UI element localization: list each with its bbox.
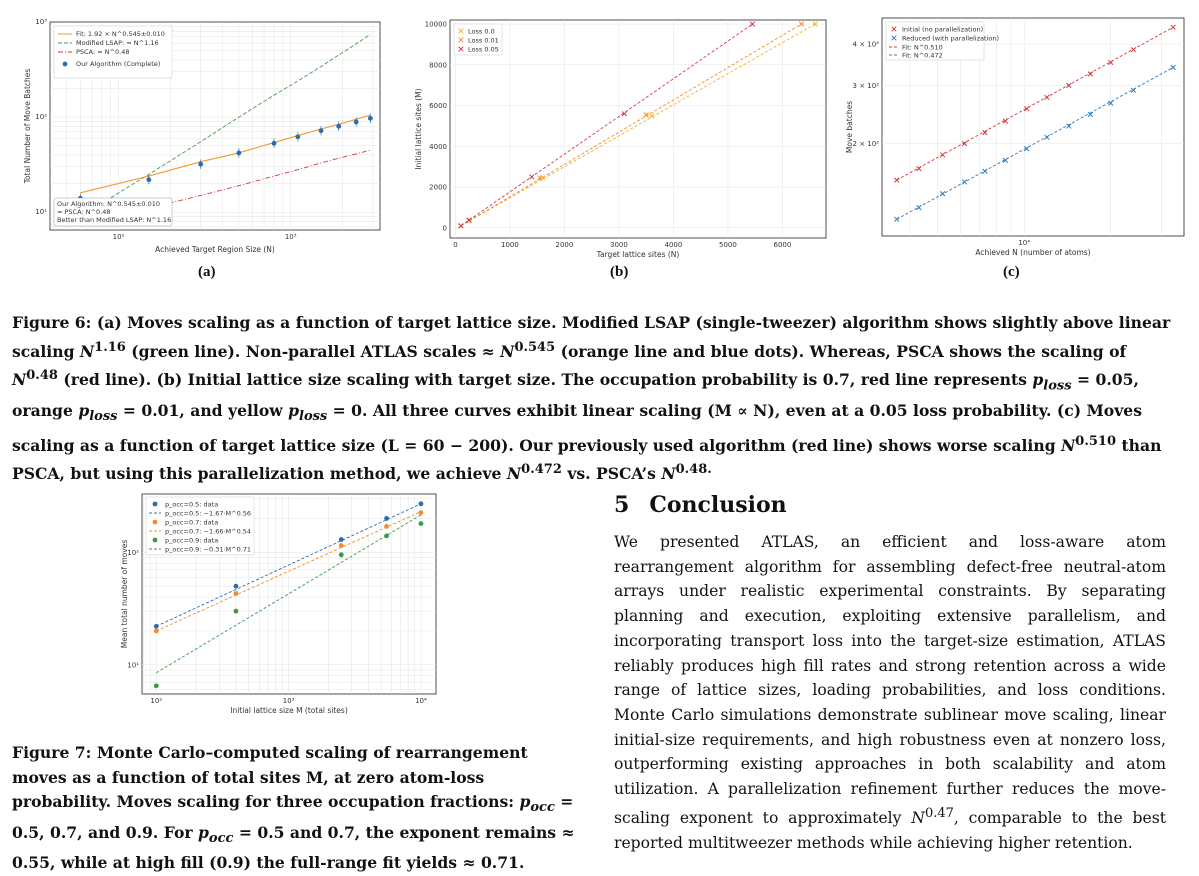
figure7-data-point bbox=[384, 516, 389, 521]
section-number: 5 bbox=[614, 492, 630, 518]
figure6a-annotation-text: Better than Modified LSAP: N^1.16 bbox=[57, 216, 172, 224]
figure6a-data-point bbox=[236, 151, 241, 156]
section-heading bbox=[614, 492, 787, 518]
figure6c-chart bbox=[838, 14, 1188, 260]
figure6a-legend-marker bbox=[63, 62, 68, 67]
figure7-legend-label: p_occ=0.9: data bbox=[165, 536, 219, 545]
figure6b-plot-area bbox=[450, 20, 826, 238]
figure6a-legend-label: Our Algorithm (Complete) bbox=[76, 60, 161, 68]
figure7-data-point bbox=[154, 624, 159, 629]
figure7-legend-marker bbox=[153, 502, 158, 507]
figure6c-y-tick-label: 4 × 10² bbox=[852, 40, 879, 49]
figure7-x-tick-label: 10⁴ bbox=[415, 697, 427, 705]
figure6a-annotation-text: Our Algorithm: N^0.545±0.010 bbox=[57, 200, 161, 208]
figure7-x-axis-label: Initial lattice size M (total sites) bbox=[230, 706, 348, 715]
figure6a-y-axis-label: Total Number of Move Batches bbox=[23, 68, 32, 184]
figure6b-legend-label: Loss 0.0 bbox=[468, 27, 495, 36]
figure7-legend-marker bbox=[153, 538, 158, 543]
figure7-legend-label: p_occ=0.7: ~1.66·M^0.54 bbox=[165, 527, 252, 536]
figure7-data-point bbox=[234, 609, 239, 614]
figure6c-legend-label: Fit: N^0.472 bbox=[902, 51, 943, 60]
figure6a-x-tick-label: 10² bbox=[112, 233, 125, 241]
figure7-panel bbox=[120, 490, 440, 722]
figure6b-chart bbox=[414, 14, 832, 264]
figure6b-legend-label: Loss 0.05 bbox=[468, 45, 499, 54]
figure7-data-point bbox=[339, 537, 344, 542]
figure6a-data-point bbox=[146, 177, 151, 182]
figure6c-panel bbox=[838, 14, 1188, 260]
figure6b-y-tick-label: 6000 bbox=[429, 102, 447, 111]
figure7-data-point bbox=[419, 501, 424, 506]
figure6a-annotation-text: ≈ PSCA: N^0.48 bbox=[57, 208, 111, 216]
figure6c-legend-label: Reduced (with parallelization) bbox=[902, 34, 999, 43]
figure6a-y-tick-label: 10² bbox=[35, 113, 47, 122]
figure7-legend-label: p_occ=0.5: ~1.67·M^0.56 bbox=[165, 509, 252, 518]
figure6b-x-tick-label: 5000 bbox=[718, 241, 737, 249]
figure6b-x-tick-label: 0 bbox=[453, 241, 458, 249]
figure7-data-point bbox=[234, 591, 239, 596]
figure7-data-point bbox=[384, 533, 389, 538]
figure7-chart bbox=[120, 490, 440, 722]
figure6c-legend-label: Initial (no parallelization) bbox=[902, 25, 984, 34]
figure6a-chart bbox=[22, 14, 392, 254]
figure7-data-point bbox=[384, 524, 389, 529]
figure6a-data-point bbox=[336, 124, 341, 129]
figure6-caption: Figure 6: (a) Moves scaling as a function of target lattice size. Modified LSAP (single-tweezer) algorithm shows slightly above linear scaling $N^{1.16}$ (green line). Non-parallel ATLAS scales ≈ $N^{0.545}$ (orange line and blue dots). Whereas, PSCA shows the scaling of $N^{0.48}$ (red line). (b) Initial lattice size scaling with target size. The occupation probability is 0.7, red line represents $p_{loss} = 0.05$, orange $p_{loss} = 0.01$, and yellow $p_{loss} = 0$. All three curves exhibit linear scaling (M ∝ N), even at a 0.05 loss probability. (c) Moves scaling as a function of target lattice size (L = 60 − 200). Our previously used algorithm (red line) shows worse scaling $N^{0.510}$ than PSCA, but using this parallelization method, we achieve $N^{0.472}$ vs. PSCA’s $N^{0.48.}$ bbox=[12, 313, 1171, 484]
figure7-legend-label: p_occ=0.5: data bbox=[165, 500, 219, 509]
figure6b-y-tick-label: 8000 bbox=[429, 61, 447, 70]
figure6c-legend-label: Fit: N^0.510 bbox=[902, 43, 943, 52]
figure6b-y-tick-label: 2000 bbox=[429, 183, 447, 192]
figure7-legend-label: p_occ=0.7: data bbox=[165, 518, 219, 527]
figure6a-panel bbox=[22, 14, 392, 254]
figure7-data-point bbox=[339, 543, 344, 548]
figure6a-data-point bbox=[319, 128, 324, 133]
figure6b-x-tick-label: 6000 bbox=[773, 241, 792, 249]
figure6a-legend-label: Fit: 1.92 × N^0.545±0.010 bbox=[76, 30, 165, 38]
figure6a-x-axis-label: Achieved Target Region Size (N) bbox=[155, 245, 275, 254]
figure7-data-point bbox=[419, 521, 424, 526]
figure6b-legend-label: Loss 0.01 bbox=[468, 36, 499, 45]
figure6c-x-tick-label: 10⁴ bbox=[1018, 239, 1031, 247]
figure7-x-tick-label: 10² bbox=[150, 697, 163, 705]
figure6c-y-tick-label: 3 × 10² bbox=[852, 81, 879, 90]
figure6b-x-tick-label: 1000 bbox=[501, 241, 519, 249]
figure6c-y-axis-label: Move batches bbox=[845, 100, 854, 154]
figure7-y-tick-label: 10² bbox=[127, 548, 139, 557]
figure6c-y-tick-label: 2 × 10² bbox=[852, 140, 879, 149]
figure6a-x-tick-label: 10³ bbox=[284, 233, 297, 241]
figure6b-x-tick-label: 2000 bbox=[555, 241, 574, 249]
figure7-data-point bbox=[234, 584, 239, 589]
figure7-data-point bbox=[339, 552, 344, 557]
figure6a-data-point bbox=[295, 134, 300, 139]
figure6b-x-tick-label: 4000 bbox=[664, 241, 683, 249]
figure6b-x-axis-label: Target lattice sites (N) bbox=[596, 250, 680, 259]
figure6a-y-tick-label: 10¹ bbox=[35, 208, 47, 217]
figure6a-data-point bbox=[354, 120, 359, 125]
figure6b-y-tick-label: 4000 bbox=[429, 142, 447, 151]
figure6a-legend-label: Modified LSAP: ≈ N^1.16 bbox=[76, 39, 159, 47]
figure6b-sublabel: (b) bbox=[610, 264, 629, 280]
figure7-data-point bbox=[154, 683, 159, 688]
figure7-y-axis-label: Mean total number of moves bbox=[120, 539, 129, 649]
figure7-data-point bbox=[154, 629, 159, 634]
figure7-x-tick-label: 10³ bbox=[282, 697, 295, 705]
figure6b-y-tick-label: 0 bbox=[442, 224, 447, 233]
conclusion-paragraph: We presented ATLAS, an efficient and loss-aware atom rearrangement algorithm for assembling defect-free neutral-atom arrays under realistic experimental constraints. By separating planning and execution, exploiting extensive parallelism, and incorporating transport loss into the target-size estimation, ATLAS reliably produces high fill rates and strong retention across a wide range of lattice sizes, loading probabilities, and loss conditions. Monte Carlo simulations demonstrate sublinear move scaling, linear initial-size requirements, and high robustness even at nonzero loss, outperforming existing approaches in both scalability and atom utilization. A parallelization refinement further reduces the move-scaling exponent to approximately $N^{0.47}$, comparable to the best reported multitweezer methods while achieving higher retention. bbox=[614, 533, 1167, 852]
figure7-y-tick-label: 10¹ bbox=[127, 661, 139, 670]
figure6a-data-point bbox=[368, 116, 373, 121]
figure7-legend-label: p_occ=0.9: ~0.31·M^0.71 bbox=[165, 545, 252, 554]
figure6a-sublabel: (a) bbox=[198, 264, 216, 280]
figure6b-y-tick-label: 10000 bbox=[424, 20, 447, 29]
figure7-caption: Figure 7: Monte Carlo–computed scaling of rearrangement moves as a function of total sites M, at zero atom-loss probability. Moves scaling for three occupation fractions: $p_{occ} = 0.5$, 0.7, and 0.9. For $p_{occ} = 0.5$ and 0.7, the exponent remains ≈ 0.55, while at high fill (0.9) the full-range fit yields ≈ 0.71. bbox=[12, 743, 575, 873]
figure6a-data-point bbox=[198, 162, 203, 167]
figure6c-x-axis-label: Achieved N (number of atoms) bbox=[975, 248, 1091, 257]
figure7-data-point bbox=[419, 510, 424, 515]
figure6b-y-axis-label: Initial lattice sites (M) bbox=[414, 88, 423, 170]
figure6b-panel bbox=[414, 14, 832, 264]
figure6a-data-point bbox=[272, 141, 277, 146]
figure6b-x-tick-label: 3000 bbox=[610, 241, 628, 249]
figure7-legend-marker bbox=[153, 520, 158, 525]
figure6a-y-tick-label: 10³ bbox=[35, 18, 47, 26]
section-title: Conclusion bbox=[649, 492, 787, 518]
figure6c-sublabel: (c) bbox=[1003, 264, 1020, 280]
figure6a-legend-label: PSCA: ≈ N^0.48 bbox=[76, 48, 130, 56]
